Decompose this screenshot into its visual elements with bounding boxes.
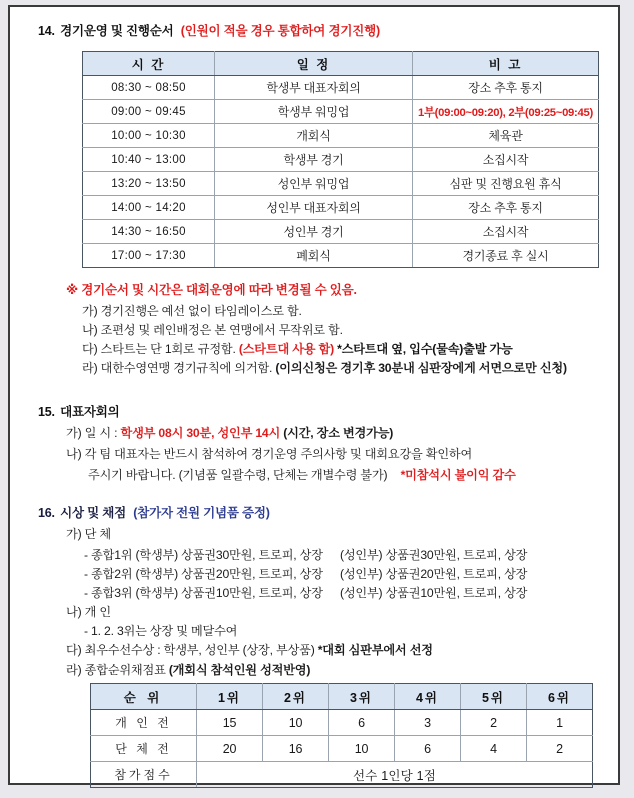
note-item [82,340,513,357]
score-cell: 2 [527,736,593,762]
award-student: (학생부) 상품권20만원, 트로피, 상장 [135,567,323,581]
table-row [83,76,599,100]
item-label: 나) [66,447,82,461]
award-rank: - 종합3위 [84,586,133,600]
section-14-note: (인원이 적을 경우 통합하여 경기진행) [180,24,380,38]
item-emphasis: (개회식 참석인원 성적반영) [168,663,311,677]
schedule-cell-remark: 장소 추후 통지 [413,76,599,100]
score-cell: 1 [527,710,593,736]
score-cell: 10 [329,736,395,762]
score-header-1st: 1위 [197,684,263,710]
award-rank: - 종합1위 [84,548,133,562]
section-16-individual-row: - 1. 2. 3위는 상장 및 메달수여 [84,624,238,638]
note-label: 라) [82,361,98,375]
note-label: 다) [82,342,98,356]
section-15-item-date [66,424,393,441]
section-15-title: 대표자회의 [60,405,120,419]
section-14-number: 14. [38,24,55,38]
table-row [83,100,599,124]
note-text: 조편성 및 레인배정은 본 연맹에서 무작위로 함. [100,323,343,337]
schedule-cell-time: 10:00 ~ 10:30 [83,124,215,148]
note-item [82,359,567,376]
item-label: 가) [66,426,82,440]
award-adult: (성인부) 상품권10만원, 트로피, 상장 [339,586,528,600]
score-header-6th: 6위 [527,684,593,710]
score-footer-value: 선수 1인당 1점 [197,762,593,788]
note-tail: *스타트대 옆, 입수(물속)출발 가능 [337,342,513,356]
section-16-heading [38,503,270,521]
score-row-label: 단 체 전 [91,736,197,762]
score-table-header-row [91,684,593,710]
section-15-item-attendance [66,445,472,462]
schedule-cell-event: 성인부 경기 [215,220,413,244]
schedule-cell-remark: 심판 및 진행요원 휴식 [413,172,599,196]
score-table [90,683,593,788]
award-row [84,584,527,601]
table-row [83,196,599,220]
table-row [83,172,599,196]
schedule-cell-remark: 소집시작 [413,220,599,244]
table-row [83,220,599,244]
award-student: (학생부) 상품권10만원, 트로피, 상장 [135,586,323,600]
item-emphasis: *대회 심판부에서 선정 [317,643,433,657]
schedule-cell-event: 성인부 대표자회의 [215,196,413,220]
schedule-cell-remark: 소집시작 [413,148,599,172]
section-14-title: 경기운영 및 진행순서 [60,24,174,38]
schedule-cell-time: 09:00 ~ 09:45 [83,100,215,124]
schedule-cell-time: 14:00 ~ 14:20 [83,196,215,220]
section-16-individual-label: 나) 개 인 [66,605,111,619]
schedule-cell-event: 성인부 워밍업 [215,172,413,196]
section-15-heading [38,402,119,420]
score-row-label: 개 인 전 [91,710,197,736]
continuation-emphasis: *미참석시 불이익 감수 [400,468,516,482]
item-prefix: 각 팀 대표자는 반드시 참석하여 경기운영 주의사항 및 대회요강을 확인하여 [84,447,473,461]
schedule-header-time: 시 간 [83,52,215,76]
schedule-cell-event: 학생부 경기 [215,148,413,172]
item-prefix: 일 시 : [84,426,121,440]
schedule-cell-time: 14:30 ~ 16:50 [83,220,215,244]
section-15-continuation [88,466,516,483]
award-rank: - 종합2위 [84,567,133,581]
note-emphasis: (스타트대 사용 함) [238,342,334,356]
document-page [8,5,620,785]
section-16-best-player [66,641,433,658]
schedule-cell-remark: 장소 추후 통지 [413,196,599,220]
schedule-cell-remark: 1부(09:00~09:20), 2부(09:25~09:45) [413,100,599,124]
note-text: 대한수영연맹 경기규칙에 의거함. [100,361,273,375]
score-cell: 20 [197,736,263,762]
schedule-cell-event: 개회식 [215,124,413,148]
award-student: (학생부) 상품권30만원, 트로피, 상장 [135,548,323,562]
schedule-cell-remark: 체육관 [413,124,599,148]
table-row [91,762,593,788]
schedule-cell-time: 10:40 ~ 13:00 [83,148,215,172]
schedule-cell-time: 17:00 ~ 17:30 [83,244,215,268]
score-header-5th: 5위 [461,684,527,710]
award-row [84,546,527,563]
score-cell: 6 [329,710,395,736]
note-label: 가) [82,304,98,318]
section-16-group-label: 가) 단 체 [66,527,111,541]
section-16-score-chart-label [66,661,310,678]
score-cell: 10 [263,710,329,736]
award-adult: (성인부) 상품권20만원, 트로피, 상장 [339,567,528,581]
item-text: 최우수선수상 : 학생부, 성인부 (상장, 부상품) [84,643,315,657]
section-16-note: (참가자 전원 기념품 증정) [133,506,270,520]
continuation-text: 주시기 바랍니다. (기념품 일괄수령, 단체는 개별수령 불가) [88,468,388,482]
score-cell: 3 [395,710,461,736]
award-adult: (성인부) 상품권30만원, 트로피, 상장 [339,548,528,562]
section-15-number: 15. [38,405,55,419]
score-cell: 2 [461,710,527,736]
schedule-cell-event: 학생부 대표자회의 [215,76,413,100]
note-label: 나) [82,323,98,337]
schedule-cell-event: 폐회식 [215,244,413,268]
item-text: 종합순위채점표 [84,663,166,677]
award-row [84,565,527,582]
table-row [83,148,599,172]
note-tail: (이의신청은 경기후 30분내 심판장에게 서면으로만 신청) [275,361,567,375]
score-cell: 4 [461,736,527,762]
section-16-number: 16. [38,506,55,520]
schedule-table-header-row [83,52,599,76]
schedule-table [82,51,599,268]
note-item [82,321,343,338]
score-cell: 15 [197,710,263,736]
note-item [82,302,302,319]
schedule-cell-event: 학생부 워밍업 [215,100,413,124]
item-label: 라) [66,663,82,677]
item-suffix: (시간, 장소 변경가능) [283,426,394,440]
score-header-rank: 순 위 [91,684,197,710]
schedule-cell-time: 13:20 ~ 13:50 [83,172,215,196]
item-emphasis: 학생부 08시 30분, 성인부 14시 [120,426,281,440]
score-header-4th: 4위 [395,684,461,710]
table-row [83,244,599,268]
table-row [91,710,593,736]
score-header-2nd: 2위 [263,684,329,710]
score-cell: 16 [263,736,329,762]
schedule-cell-remark: 경기종료 후 실시 [413,244,599,268]
score-cell: 6 [395,736,461,762]
note-text: 경기진행은 예선 없이 타임레이스로 함. [100,304,302,318]
note-text: 스타트는 단 1회로 규정함. [100,342,236,356]
schedule-header-remark: 비 고 [413,52,599,76]
score-header-3rd: 3위 [329,684,395,710]
section-16-title: 시상 및 채점 [60,506,126,520]
score-footer-label: 참가점수 [91,762,197,788]
section-14-heading [38,21,380,39]
schedule-header-event: 일 정 [215,52,413,76]
item-label: 다) [66,643,82,657]
table-row [83,124,599,148]
table-row [91,736,593,762]
schedule-cell-time: 08:30 ~ 08:50 [83,76,215,100]
schedule-notes-heading: ※ 경기순서 및 시간은 대회운영에 따라 변경될 수 있음. [66,283,357,297]
